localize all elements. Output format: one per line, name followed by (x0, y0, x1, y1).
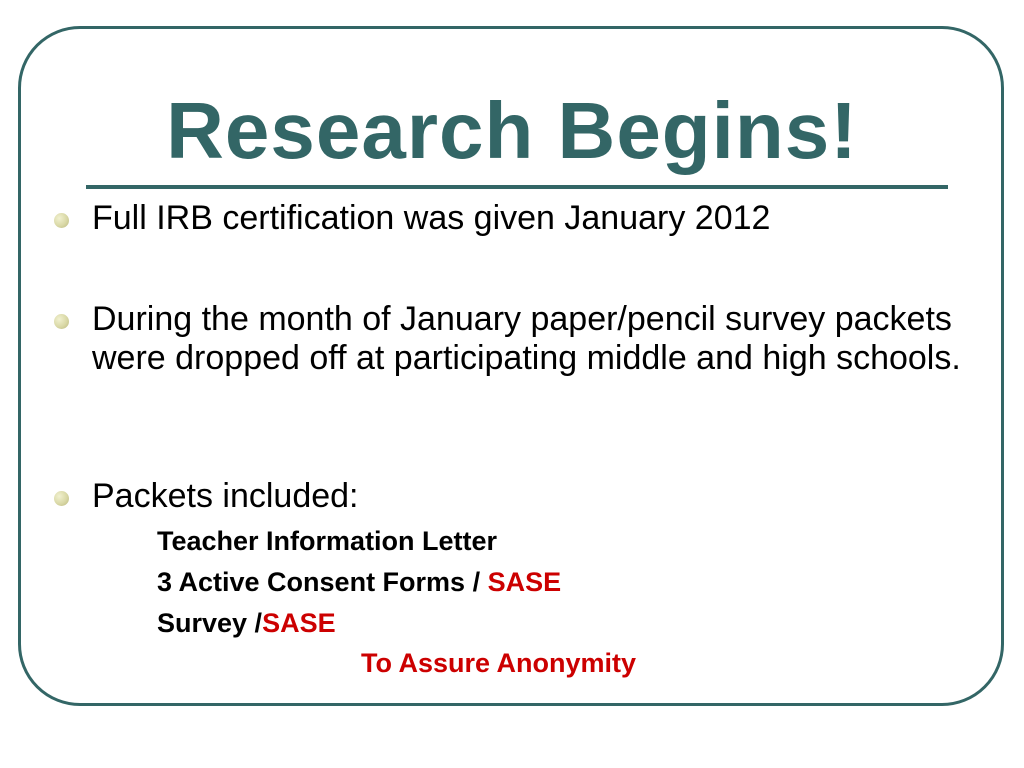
survey-sase-label: SASE (262, 608, 336, 638)
packet-item-teacher-letter (157, 524, 497, 558)
bullet-dot-icon (54, 213, 69, 228)
bullet-irb-certification: Full IRB certification was given January 2012 (92, 199, 771, 237)
packet-item-survey (157, 606, 336, 640)
anonymity-note: To Assure Anonymity (361, 648, 637, 678)
packet-item-consent-forms-text: 3 Active Consent Forms / (157, 567, 488, 597)
consent-sase-label: SASE (487, 567, 562, 597)
bullet-dot-icon (54, 314, 69, 329)
packet-item-consent-forms (157, 565, 561, 599)
bullet-dot-icon (54, 491, 69, 506)
bullet-survey-packets: During the month of January paper/pencil survey packets were dropped off at participating middle and high schools. (92, 300, 961, 377)
packet-item-survey-text: Survey / (157, 608, 263, 638)
bullet-packets-included: Packets included: (92, 477, 359, 515)
slide-title: Research Begins! (166, 86, 858, 175)
title-underline (86, 185, 948, 189)
packet-item-teacher-letter-text: Teacher Information Letter (157, 526, 498, 556)
